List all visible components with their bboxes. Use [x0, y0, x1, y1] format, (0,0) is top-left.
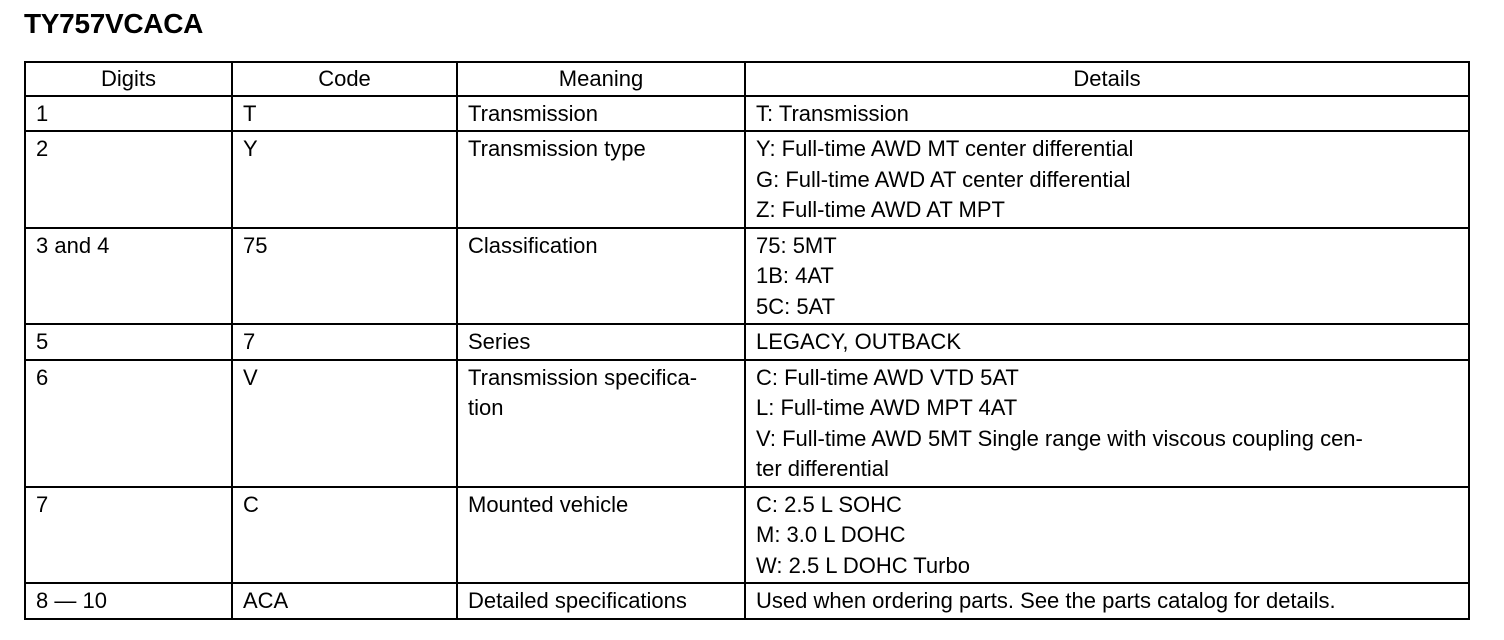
details-line: M: 3.0 L DOHC — [756, 522, 906, 547]
details-line: 5C: 5AT — [756, 293, 836, 319]
details-line: V: Full-time AWD 5MT Single range with viscous coupling cen- — [756, 425, 1363, 451]
meaning-cell — [457, 96, 745, 132]
meaning-line: tion — [468, 395, 504, 420]
table-row — [25, 324, 1469, 360]
meaning-cell — [457, 360, 745, 487]
digits-cell: 5 — [25, 324, 232, 360]
meaning-cell — [457, 131, 745, 228]
code-cell: T — [232, 96, 457, 132]
details-line: T: Transmission — [756, 100, 909, 126]
details-cell — [745, 487, 1469, 584]
meaning-line: Transmission specifica- — [468, 364, 698, 390]
meaning-line: Transmission type — [468, 136, 646, 161]
digits-cell: 7 — [25, 487, 232, 584]
code-cell: 7 — [232, 324, 457, 360]
meaning-cell — [457, 324, 745, 360]
meaning-line: Detailed specifications — [468, 588, 687, 613]
column-header-digits: Digits — [25, 62, 232, 96]
table-header-row — [25, 62, 1469, 96]
page-title: TY757VCACA — [24, 8, 204, 39]
meaning-line: Mounted vehicle — [468, 491, 629, 517]
code-cell: Y — [232, 131, 457, 228]
details-line: G: Full-time AWD AT center differential — [756, 166, 1131, 192]
column-header-meaning: Meaning — [457, 62, 745, 96]
details-cell — [745, 131, 1469, 228]
meaning-line: Classification — [468, 232, 598, 258]
table-row — [25, 131, 1469, 228]
details-line: L: Full-time AWD MPT 4AT — [756, 395, 1018, 420]
details-cell — [745, 360, 1469, 487]
table-row — [25, 360, 1469, 487]
code-table — [24, 61, 1470, 620]
digits-cell: 1 — [25, 96, 232, 132]
meaning-cell — [457, 228, 745, 325]
code-cell: 75 — [232, 228, 457, 325]
details-cell — [745, 324, 1469, 360]
digits-cell: 2 — [25, 131, 232, 228]
details-line: ter differential — [756, 456, 889, 481]
meaning-line: Transmission — [468, 100, 598, 126]
details-cell — [745, 96, 1469, 132]
column-header-code: Code — [232, 62, 457, 96]
details-line: 75: 5MT — [756, 232, 837, 258]
digits-cell: 6 — [25, 360, 232, 487]
meaning-cell — [457, 487, 745, 584]
column-header-details: Details — [745, 62, 1469, 96]
meaning-line: Series — [468, 329, 531, 354]
table-row — [25, 96, 1469, 132]
details-line: W: 2.5 L DOHC Turbo — [756, 552, 970, 578]
table-row — [25, 228, 1469, 325]
details-line: 1B: 4AT — [756, 263, 834, 288]
table-row — [25, 487, 1469, 584]
code-cell: C — [232, 487, 457, 584]
details-line: Z: Full-time AWD AT MPT — [756, 197, 1005, 222]
details-line: Used when ordering parts. See the parts catalog for details. — [756, 588, 1336, 613]
details-cell — [745, 228, 1469, 325]
details-line: Y: Full-time AWD MT center differential — [756, 136, 1134, 161]
table-row — [25, 583, 1469, 619]
details-line: LEGACY, OUTBACK — [756, 329, 961, 354]
digits-cell: 3 and 4 — [25, 228, 232, 325]
details-cell — [745, 583, 1469, 619]
details-line: C: 2.5 L SOHC — [756, 491, 902, 517]
details-line: C: Full-time AWD VTD 5AT — [756, 364, 1019, 390]
digits-cell: 8 — 10 — [25, 583, 232, 619]
meaning-cell — [457, 583, 745, 619]
code-cell: V — [232, 360, 457, 487]
code-cell: ACA — [232, 583, 457, 619]
